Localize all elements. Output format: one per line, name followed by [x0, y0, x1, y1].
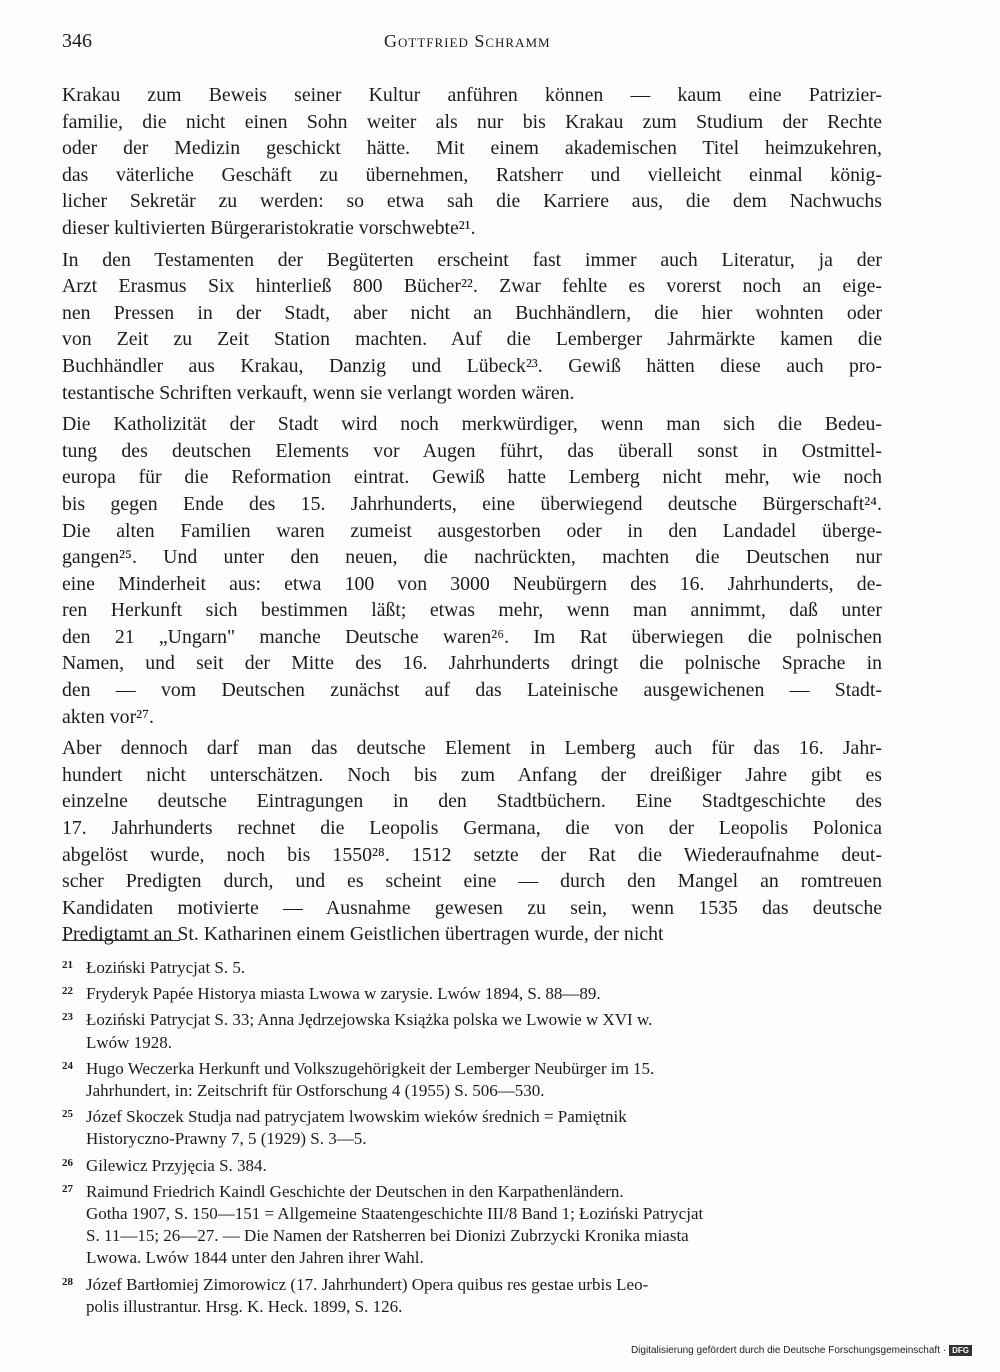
text-line: hundert nicht unterschätzen. Noch bis zum Anfang der dreißiger Jahre gibt es [62, 763, 882, 786]
footnote-line: S. 11—15; 26—27. — Die Namen der Ratsherren bei Dionizi Zubrzycki Kronika miasta [86, 1226, 689, 1246]
text-line: Buchhändler aus Krakau, Danzig und Lübeck²³. Gewiß hätten diese auch pro- [62, 354, 882, 377]
footnote-number: 27 [62, 1182, 73, 1195]
text-line: gangen²⁵. Und unter den neuen, die nachrückten, machten die Deutschen nur [62, 546, 882, 569]
text-line: nen Pressen in der Stadt, aber nicht an Buchhändlern, die hier wohnten oder [62, 301, 882, 324]
text-line: Die Katholizität der Stadt wird noch merkwürdiger, wenn man sich die Bedeu- [62, 413, 882, 436]
footnote-line: Hugo Weczerka Herkunft und Volkszugehörigkeit der Lemberger Neubürger im 15. [86, 1058, 655, 1078]
footnote-number: 26 [62, 1156, 73, 1169]
text-line: Die alten Familien waren zumeist ausgestorben oder in den Landadel überge- [62, 519, 882, 542]
dfg-logo: DFG [949, 1345, 972, 1356]
footnote [62, 1009, 882, 1053]
paragraph [62, 247, 882, 407]
footnote-number: 24 [62, 1059, 73, 1072]
text-line: scher Predigten durch, und es scheint eine — durch den Mangel an romtreuen [62, 870, 882, 893]
footnote [62, 1106, 882, 1150]
credit-text: Digitalisierung gefördert durch die Deutsche Forschungsgemeinschaft · [630, 1345, 947, 1356]
paragraph [62, 735, 882, 948]
paragraph [62, 411, 882, 730]
text-line: bis gegen Ende des 15. Jahrhunderts, eine überwiegend deutsche Bürgerschaft²⁴. [62, 492, 882, 515]
text-line: Arzt Erasmus Six hinterließ 800 Bücher²². Zwar fehlte es vorerst noch an eige- [62, 275, 882, 298]
text-line: den — vom Deutschen zunächst auf das Lateinische ausgewichenen — Stadt- [62, 679, 882, 702]
footnotes [62, 957, 882, 1322]
text-line: von Zeit zu Zeit Station machten. Auf die Lemberger Jahrmärkte kamen die [62, 328, 882, 351]
footnote-line: Fryderyk Papée Historya miasta Lwowa w zarysie. Lwów 1894, S. 88—89. [86, 984, 601, 1004]
footnote-line: Lwów 1928. [86, 1032, 172, 1052]
text-line: licher Sekretär zu werden: so etwa sah die Karriere aus, die dem Nachwuchs [62, 190, 882, 213]
footnote [62, 957, 882, 979]
text-line: Namen, und seit der Mitte des 16. Jahrhunderts dringt die polnische Sprache in [62, 652, 882, 675]
text-line: abgelöst wurde, noch bis 1550²⁸. 1512 setzte der Rat die Wiederaufnahme deut- [62, 843, 882, 866]
footnote-line: Łoziński Patrycjat S. 5. [86, 958, 246, 977]
footnote [62, 1181, 882, 1270]
footnote-number: 28 [62, 1275, 73, 1288]
footnote [62, 1058, 882, 1102]
text-line: tung des deutschen Elements vor Augen führt, das überall sonst in Ostmittel- [62, 439, 882, 462]
running-head: Gottfried Schramm [384, 31, 551, 51]
text-line: testantische Schriften verkauft, wenn sie verlangt worden wären. [62, 381, 575, 404]
footnote [62, 1155, 882, 1177]
footnote-number: 25 [62, 1108, 73, 1121]
text-line: Kandidaten motivierte — Ausnahme gewesen zu sein, wenn 1535 das deutsche [62, 896, 882, 919]
text-line: dieser kultivierten Bürgeraristokratie vorschwebte²¹. [62, 216, 476, 239]
footnote [62, 1274, 882, 1318]
footnote-line: Historyczno-Prawny 7, 5 (1929) S. 3—5. [86, 1129, 367, 1149]
page-header [62, 30, 882, 60]
footnote-line: Gotha 1907, S. 150—151 = Allgemeine Staatengeschichte III/8 Band 1; Łoziński Patrycjat [86, 1204, 704, 1224]
footnote [62, 983, 882, 1005]
text-line: europa für die Reformation eintrat. Gewiß hatte Lemberg nicht mehr, wie noch [62, 466, 882, 489]
text-line: familie, die nicht einen Sohn weiter als nur bis Krakau zum Studium der Rechte [62, 110, 882, 133]
text-line: das väterliche Geschäft zu übernehmen, Ratsherr und vielleicht einmal könig- [62, 163, 882, 186]
footnote-line: polis illustrantur. Hrsg. K. Heck. 1899, S. 126. [86, 1296, 403, 1316]
text-line: 17. Jahrhunderts rechnet die Leopolis Germana, die von der Leopolis Polonica [62, 817, 882, 840]
text-line: Krakau zum Beweis seiner Kultur anführen können — kaum eine Patrizier- [62, 84, 882, 106]
text-line: oder der Medizin geschickt hätte. Mit einem akademischen Titel heimzukehren, [62, 137, 882, 160]
text-line: Aber dennoch darf man das deutsche Element in Lemberg auch für das 16. Jahr- [62, 737, 882, 760]
text-line: ren Herkunft sich bestimmen läßt; etwas mehr, wenn man annimmt, daß unter [62, 599, 882, 622]
text-line: akten vor²⁷. [62, 705, 154, 728]
footnote-line: Łoziński Patrycjat S. 33; Anna Jędrzejowska Książka polska we Lwowie w XVI w. [86, 1010, 653, 1030]
footnote-line: Józef Bartłomiej Zimorowicz (17. Jahrhundert) Opera quibus res gestae urbis Leo- [86, 1274, 649, 1294]
footnote-rule [62, 940, 180, 942]
footnote-line: Józef Skoczek Studja nad patrycjatem lwowskim wieków średnich = Pamiętnik [86, 1107, 627, 1127]
digitization-credit [631, 1345, 972, 1356]
footnote-line: Gilewicz Przyjęcia S. 384. [86, 1155, 267, 1175]
page-number: 346 [62, 30, 92, 52]
footnote-number: 23 [62, 1011, 73, 1024]
footnote-line: Raimund Friedrich Kaindl Geschichte der Deutschen in den Karpathenländern. [86, 1181, 624, 1201]
text-line: eine Minderheit aus: etwa 100 von 3000 Neubürgern des 16. Jahrhunderts, de- [62, 572, 882, 595]
text-line: einzelne deutsche Eintragungen in den Stadtbüchern. Eine Stadtgeschichte des [62, 790, 882, 813]
text-line: Predigtamt an St. Katharinen einem Geistlichen übertragen wurde, der nicht [62, 923, 664, 946]
paragraph [62, 82, 882, 242]
footnote-number: 21 [62, 959, 73, 971]
footnote-line: Lwowa. Lwów 1844 unter den Jahren ihrer Wahl. [86, 1248, 424, 1268]
text-line: den 21 „Ungarn" manche Deutsche waren²⁶. Im Rat überwiegen die polnischen [62, 625, 882, 648]
text-line: In den Testamenten der Begüterten erscheint fast immer auch Literatur, ja der [62, 248, 882, 271]
main-text [62, 82, 882, 953]
footnote-line: Jahrhundert, in: Zeitschrift für Ostforschung 4 (1955) S. 506—530. [86, 1081, 545, 1101]
footnote-number: 22 [62, 985, 73, 998]
